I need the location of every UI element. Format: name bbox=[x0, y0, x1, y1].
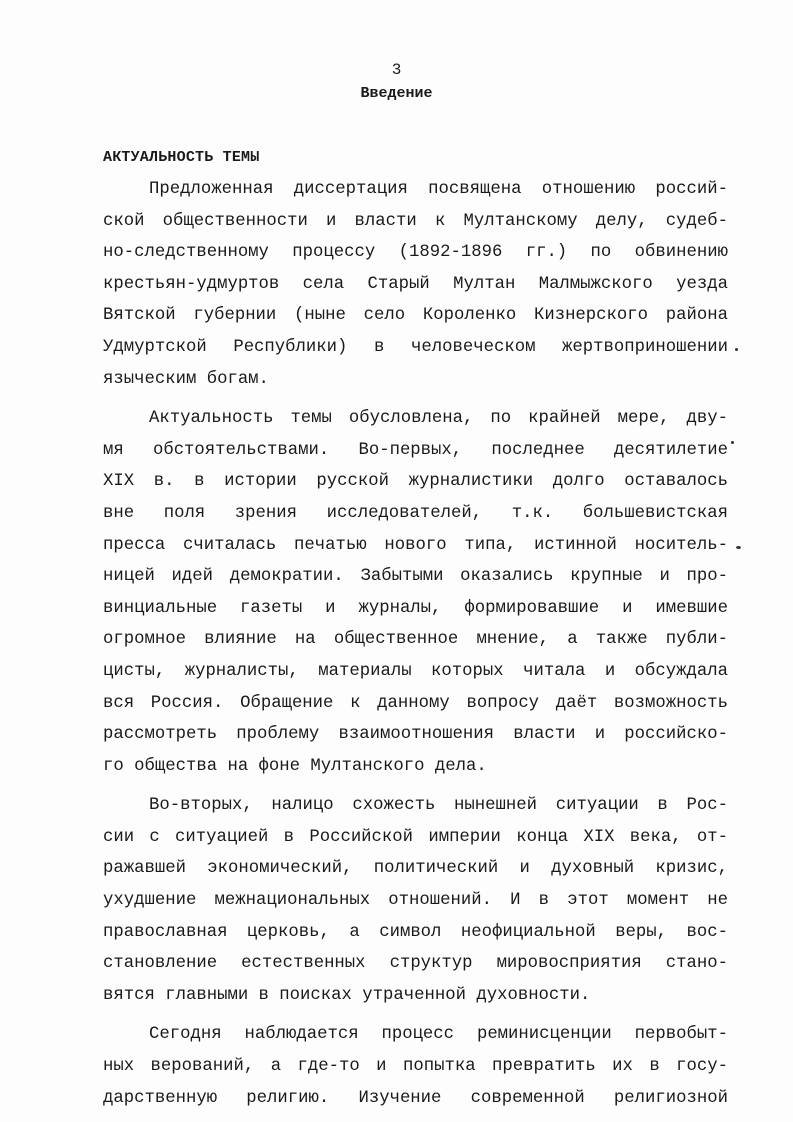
text-line: рассмотреть проблему взаимоотношения власти и российско- bbox=[103, 725, 728, 745]
text-line: XIX в. в истории русской журналистики долго оставалось bbox=[103, 472, 728, 492]
text-line: огромное влияние на общественное мнение, а также публи- bbox=[103, 630, 728, 650]
paragraph bbox=[103, 1019, 728, 1114]
text-line: ражавшей экономический, политический и духовный кризис, bbox=[103, 859, 728, 879]
paragraph bbox=[103, 403, 728, 782]
text-line: пресса считалась печатью нового типа, истинной носитель- bbox=[103, 535, 728, 555]
scan-speck bbox=[736, 546, 741, 549]
text-line: го общества на фоне Мултанского дела. bbox=[103, 756, 487, 776]
text-line: ухудшение межнациональных отношений. И в этот момент не bbox=[103, 891, 728, 911]
section-title: Введение bbox=[360, 85, 433, 102]
scan-speck bbox=[731, 441, 734, 444]
scan-speck bbox=[735, 348, 738, 351]
text-line: дарственную религию. Изучение современной религиозной bbox=[103, 1088, 728, 1108]
text-line: крестьян-удмуртов села Старый Мултан Малмыжского уезда bbox=[103, 274, 728, 294]
page-number: 3 bbox=[391, 61, 402, 79]
text-line: ных верований, а где-то и попытка превратить их в госу- bbox=[103, 1057, 728, 1077]
text-line: языческим богам. bbox=[103, 369, 269, 389]
text-line: Во-вторых, налицо схожесть нынешней ситуации в Рос- bbox=[149, 796, 728, 816]
text-line: сии с ситуацией в Российской империи конца XIX века, от- bbox=[103, 827, 728, 847]
text-line: но-следственному процессу (1892-1896 гг.) по обвинению bbox=[103, 243, 728, 263]
text-line: Удмуртской Республики) в человеческом жертвоприношении bbox=[103, 337, 728, 357]
text-line: ской общественности и власти к Мултанскому делу, судеб- bbox=[103, 211, 728, 231]
text-line: вся Россия. Обращение к данному вопросу даёт возможность bbox=[103, 693, 728, 713]
text-line: Актуальность темы обусловлена, по крайней мере, дву- bbox=[149, 409, 728, 429]
text-line: винциальные газеты и журналы, формировавшие и имевшие bbox=[103, 598, 728, 618]
paragraph bbox=[103, 174, 728, 395]
body-text bbox=[103, 174, 728, 1114]
text-line: Вятской губернии (ныне село Короленко Кизнерского района bbox=[103, 306, 728, 326]
heading-relevance: АКТУАЛЬНОСТЬ ТЕМЫ bbox=[103, 149, 260, 166]
text-line: Сегодня наблюдается процесс реминисценции первобыт- bbox=[149, 1025, 728, 1045]
text-line: мя обстоятельствами. Во-первых, последнее десятилетие bbox=[103, 440, 728, 460]
paragraph bbox=[103, 790, 728, 1011]
text-line: ницей идей демократии. Забытыми оказались крупные и про- bbox=[103, 567, 728, 587]
text-line: вне поля зрения исследователей, т.к. большевистская bbox=[103, 503, 728, 523]
text-line: Предложенная диссертация посвящена отношению россий- bbox=[149, 180, 728, 199]
text-line: вятся главными в поисках утраченной духовности. bbox=[103, 985, 591, 1005]
text-line: становление естественных структур мировосприятия стано- bbox=[103, 954, 728, 974]
text-line: православная церковь, а символ неофициальной веры, вос- bbox=[103, 922, 728, 942]
text-line: цисты, журналисты, материалы которых читала и обсуждала bbox=[103, 661, 728, 681]
